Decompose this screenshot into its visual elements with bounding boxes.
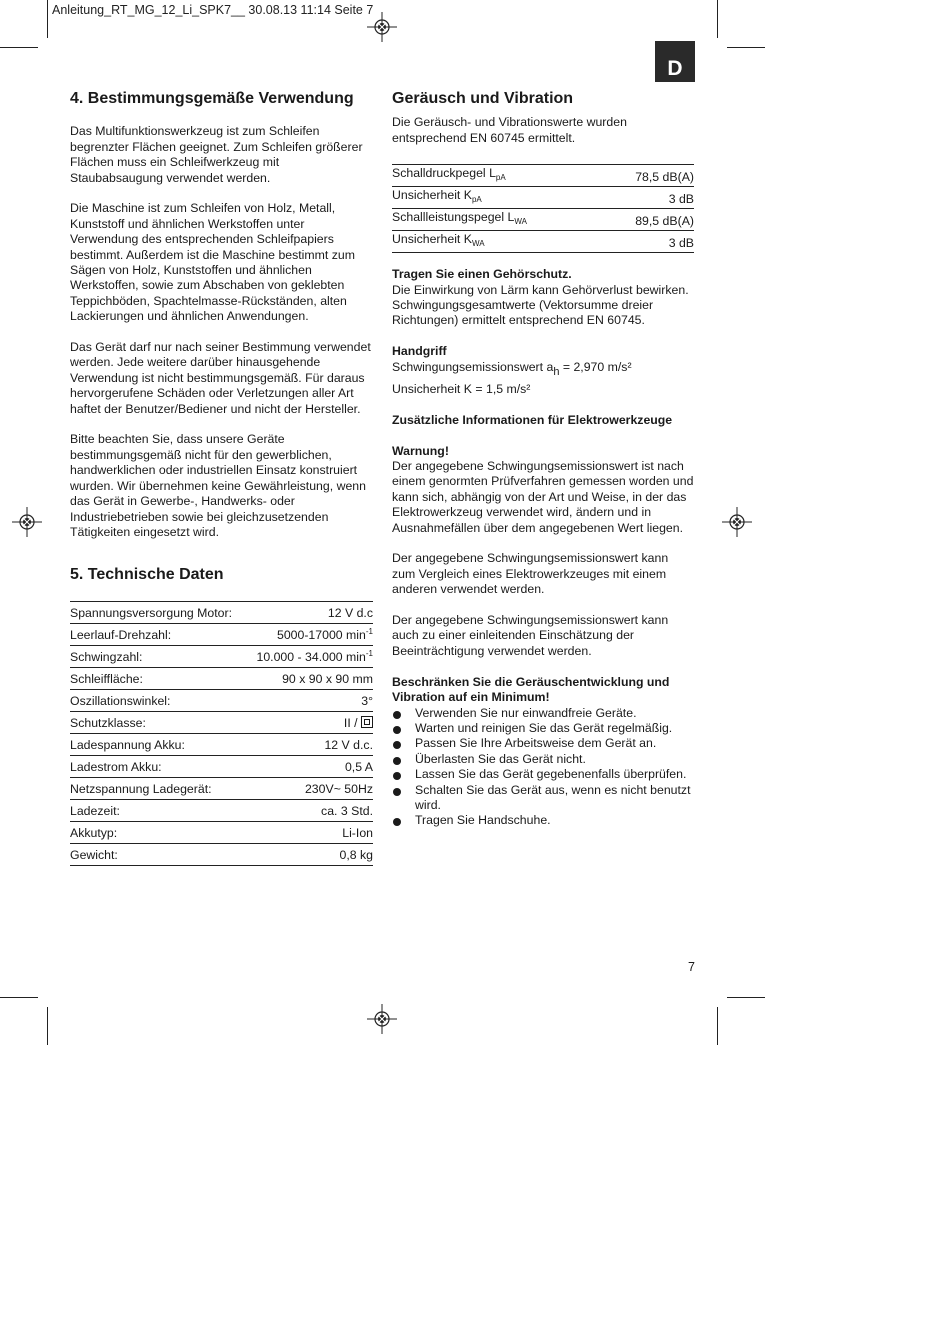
- noise-label: Unsicherheit $K_{pA}$: [392, 187, 602, 209]
- warning-title: Warnung!: [392, 443, 449, 458]
- page-number: 7: [688, 960, 695, 974]
- table-row: [70, 667, 373, 689]
- list-item: Passen Sie Ihre Arbeitsweise dem Gerät an.: [392, 736, 694, 751]
- table-row: [70, 711, 373, 733]
- table-row: [70, 777, 373, 799]
- crop-mark: [0, 997, 38, 998]
- table-row: [70, 601, 373, 623]
- spec-label: Ladezeit:: [70, 799, 246, 821]
- paragraph: Das Multifunktionswerkzeug ist zum Schleifen begrenzter Flächen geeignet. Zum Schleifen größerer Flächen muss ein Schleifwerkzeug mit Staubabsaugung verwendet werden.: [70, 124, 363, 185]
- tech-data-table: [70, 601, 373, 866]
- table-row: [392, 187, 694, 209]
- spec-value: 5000-17000 $\min^{-1}$: [246, 623, 373, 645]
- table-row: [70, 821, 373, 843]
- bullet-list: [392, 706, 694, 829]
- spec-value: 10.000 - 34.000 $\min^{-1}$: [246, 645, 373, 667]
- paragraph: Das Gerät darf nur nach seiner Bestimmung verwendet werden. Jede weitere darüber hinausgehende Verwendung ist nicht bestimmungsgemäß. Für daraus hervorgerufene Schäden oder Verletzungen aller Art haftet der Benutzer/Bediener und nicht der Hersteller.: [70, 340, 371, 416]
- crop-mark: [727, 997, 765, 998]
- spec-label: Schutzklasse:: [70, 711, 246, 733]
- spec-value: 0,5 A: [246, 755, 373, 777]
- registration-mark-icon: [722, 507, 752, 537]
- crop-mark: [0, 47, 38, 48]
- spec-label: Schwingzahl:: [70, 645, 246, 667]
- paragraph: Bitte beachten Sie, dass unsere Geräte bestimmungsgemäß nicht für den gewerblichen, handwerklichen oder industriellen Einsatz konstruiert wurden. Wir übernehmen keine Gewährleistung, wenn das Gerät in Gewerbe-, Handwerks- oder Industriebetrieben sowie bei gleichzusetzenden Tätigkeiten eingesetzt wird.: [70, 432, 366, 539]
- noise-vibration-title: Geräusch und Vibration: [392, 90, 574, 107]
- noise-label: Unsicherheit $K_{WA}$: [392, 231, 602, 253]
- spec-value: II /: [246, 711, 373, 733]
- noise-label: Schalldruckpegel $L_{pA}$: [392, 165, 602, 187]
- table-row: [70, 755, 373, 777]
- list-item: Warten und reinigen Sie das Gerät regelmäßig.: [392, 721, 694, 736]
- vibration-value: Schwingungsemissionswert $a_h = 2,970$ m/s²: [392, 359, 632, 378]
- section-4-title: 4. Bestimmungsgemäße Verwendung: [70, 90, 354, 107]
- crop-mark: [717, 0, 718, 38]
- paragraph: Der angegebene Schwingungsemissionswert kann auch zu einer einleitenden Einschätzung der Beeinträchtigung verwendet werden.: [392, 613, 669, 658]
- noise-value: 78,5 dB(A): [602, 165, 694, 187]
- spec-label: Leerlauf-Drehzahl:: [70, 623, 246, 645]
- spec-label: Gewicht:: [70, 843, 246, 865]
- list-item: Verwenden Sie nur einwandfreie Geräte.: [392, 706, 694, 721]
- left-column: [70, 91, 373, 866]
- table-row: [392, 165, 694, 187]
- crop-mark: [717, 1007, 718, 1045]
- list-item: Überlasten Sie das Gerät nicht.: [392, 752, 694, 767]
- noise-value: 3 dB: [602, 187, 694, 209]
- section-5-title: 5. Technische Daten: [70, 566, 224, 584]
- print-slug: Anleitung_RT_MG_12_Li_SPK7__ 30.08.13 11:14 Seite 7: [52, 3, 374, 17]
- table-row: [70, 733, 373, 755]
- spec-value: 230V~ 50Hz: [246, 777, 373, 799]
- table-row: [70, 799, 373, 821]
- registration-mark-icon: [367, 1004, 397, 1034]
- spec-value: 3°: [246, 689, 373, 711]
- paragraph: Die Einwirkung von Lärm kann Gehörverlust bewirken.: [392, 282, 689, 297]
- spec-label: Akkutyp:: [70, 821, 246, 843]
- list-item: Lassen Sie das Gerät gegebenenfalls überprüfen.: [392, 767, 694, 782]
- table-row: [392, 231, 694, 253]
- paragraph: Der angegebene Schwingungsemissionswert ist nach einem genormten Prüfverfahren gemessen worden und kann sich, abhängig von der Art und Weise, in der das Elektrowerkzeug verwendet wird, ändern und in Ausnahmefällen über dem angegebenen Wert liegen.: [392, 459, 694, 535]
- hearing-protection-title: Tragen Sie einen Gehörschutz.: [392, 267, 572, 282]
- spec-label: Spannungsversorgung Motor:: [70, 601, 246, 623]
- handgriff-title: Handgriff: [392, 344, 447, 359]
- table-row: [70, 645, 373, 667]
- spec-label: Ladespannung Akku:: [70, 733, 246, 755]
- registration-mark-icon: [367, 12, 397, 42]
- spec-value: Li-Ion: [246, 821, 373, 843]
- spec-label: Schleiffläche:: [70, 667, 246, 689]
- list-item: Schalten Sie das Gerät aus, wenn es nicht benutzt wird.: [392, 783, 694, 814]
- uncertainty-value: Unsicherheit K = 1,5 m/s²: [392, 382, 531, 397]
- spec-value: ca. 3 Std.: [246, 799, 373, 821]
- table-row: [392, 209, 694, 231]
- crop-mark: [727, 47, 765, 48]
- extra-info-title: Zusätzliche Informationen für Elektrowerkzeuge: [392, 412, 673, 427]
- list-item: Tragen Sie Handschuhe.: [392, 813, 694, 828]
- spec-label: Ladestrom Akku:: [70, 755, 246, 777]
- paragraph: Die Maschine ist zum Schleifen von Holz, Metall, Kunststoff und ähnlichen Werkstoffen unter Verwendung des entsprechenden Schleifpapiers bestimmt. Außerdem ist die Maschine bestimmt zum Sägen von Holz, Kunststoffen und ähnlichen Werkstoffen, sowie zum Abschaben von geklebten Teppichböden, Spachtelmasse-Rückständen, alten Lackierungen und ähnlichen Anwendungen.: [70, 201, 355, 324]
- spec-value: 12 V d.c.: [246, 733, 373, 755]
- noise-table: [392, 164, 694, 253]
- spec-value: 90 x 90 x 90 mm: [246, 667, 373, 689]
- paragraph: Die Geräusch- und Vibrationswerte wurden entsprechend EN 60745 ermittelt.: [392, 115, 627, 145]
- noise-label: Schallleistungspegel $L_{WA}$: [392, 209, 602, 231]
- noise-value: 3 dB: [602, 231, 694, 253]
- protection-class-icon: [361, 716, 373, 728]
- spec-value: 12 V d.c: [246, 601, 373, 623]
- limit-title: Beschränken Sie die Geräuschentwicklung und Vibration auf ein Minimum!: [392, 674, 670, 705]
- language-tab: D: [655, 41, 695, 82]
- crop-mark: [47, 0, 48, 38]
- table-row: [70, 623, 373, 645]
- registration-mark-icon: [12, 507, 42, 537]
- paragraph: Schwingungsgesamtwerte (Vektorsumme dreier Richtungen) ermittelt entsprechend EN 60745.: [392, 298, 654, 328]
- spec-label: Netzspannung Ladegerät:: [70, 777, 246, 799]
- spec-value: 0,8 kg: [246, 843, 373, 865]
- table-row: [70, 843, 373, 865]
- crop-mark: [47, 1007, 48, 1045]
- table-row: [70, 689, 373, 711]
- spec-label: Oszillationswinkel:: [70, 689, 246, 711]
- right-column: [392, 91, 694, 829]
- paragraph: Der angegebene Schwingungsemissionswert kann zum Vergleich eines Elektrowerkzeuges mit einem anderen verwendet werden.: [392, 551, 669, 597]
- noise-value: 89,5 dB(A): [602, 209, 694, 231]
